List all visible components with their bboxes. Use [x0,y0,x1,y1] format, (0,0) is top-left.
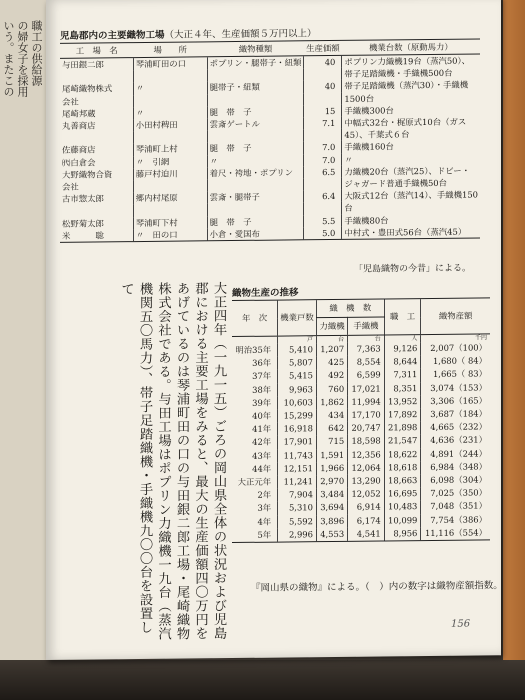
table-cell: 8,956 [384,527,421,541]
table-cell: 7.0 [304,141,342,154]
table2-header-value: 織物産額 [421,298,490,335]
table-cell: 尾崎織物株式 [62,83,113,95]
table-cell [207,178,304,191]
table-cell: 5,807 [278,356,317,370]
table-cell [133,131,207,144]
table-cell [304,202,342,215]
body-text: 大正四年（一九一五）ごろの岡山県全体の状況および児島郡における主要工場をみると、最大の生産価額四〇万円をあげているのは琴浦町田の口の与田銀二郎工場・尾崎織物株式会社である。与田工場はポプリン力織機一九台（蒸汽機関五〇馬力）、帯子足踏織機・手織機九〇〇台を設置して [118,281,226,641]
table-cell: 17,021 [348,382,385,396]
table-cell: 11,241 [278,475,317,489]
table-cell: 40 [304,80,342,93]
table-cell: 44年 [252,463,272,474]
table1-title: 児島郡内の主要織物工場（大正４年、生産価額５万円以上） [60,28,317,42]
table-cell: 15 [304,105,342,118]
table-cell: 琴浦町上村 [133,143,207,156]
table-cell: 11,116（554） [421,526,490,540]
table-cell: 642 [316,422,347,436]
table2-header-power-looms: 力織機 [316,317,347,335]
table-cell: 12,356 [348,448,385,462]
table-cell: 6.5 [304,166,342,179]
table2-header-year: 年 次 [232,300,278,336]
table-cell: 大阪式12台（蒸汽14）、手織機150 [342,189,480,203]
table-cell: 1,665（ 83） [421,368,490,382]
left-page-line: の婦女子を採用 [16,20,29,97]
table2-header-workers: 職 工 [384,299,421,335]
table-cell: ポプリン・腿帯子・紐類 [207,56,304,70]
table-cell: 1,207 [316,343,347,357]
table-cell: 12,151 [278,462,317,476]
table-cell: 3,687（184） [421,407,490,421]
table2-header-looms: 織 機 数 [316,299,384,318]
table-cell [133,70,207,83]
table-cell: 〃 田の口 [133,228,207,241]
table-cell: 中幅式32台・梶原式10台（ガス [342,115,480,129]
table-cell: 松野菊太郎 [62,218,104,229]
table1-source: 「児島織物の今昔」による。 [354,263,472,275]
table1-header-kind: 織物種類 [207,41,304,57]
table1-header-place: 場 所 [133,42,207,58]
book-page [46,0,501,660]
table-cell: 2年 [257,489,272,501]
table-cell: 台 [342,201,480,215]
table-cell: 18,622 [384,448,421,462]
table-cell: 5年 [232,528,278,542]
table-cell: 手織機160台 [342,140,480,154]
table-cell: 5.5 [304,215,342,228]
left-page-line: いう。またこの [2,20,15,97]
left-page [0,0,46,660]
table-row [232,526,490,542]
table-cell: 着尺・袴地・ポプリン [207,166,304,179]
table-cell: 20,747 [348,422,385,436]
table-cell: 21,898 [384,421,421,435]
table-cell: 雲斎・腿帯子 [207,191,304,204]
table2-source: 『岡山県の織物』による。（ ）内の数字は織物産額指数。 [251,580,503,594]
table-cell: 尾崎邦蔵 [62,108,96,119]
table-cell [60,70,133,83]
table-cell: 4,553 [316,528,347,542]
unit: 千円 [421,334,490,342]
table-cell: 6,984（348） [421,460,490,474]
left-page-line: 職工の供給源 [30,20,43,86]
table1-header-value: 生産価額 [304,40,342,55]
table-cell [304,129,342,142]
table-cell: 藤戸村迫川 [133,167,207,180]
table-cell: ポプリン力織機19台（蒸汽50）、 [342,54,480,68]
table-cell: 郷内村尾原 [133,192,207,205]
table-cell [60,131,133,144]
table-cell [207,203,304,216]
table-cell: 40年 [252,410,272,421]
table-cell: 1,862 [316,396,347,410]
table-cell: 4年 [257,516,272,527]
table-cell: 腿 帯 子 [207,105,304,118]
table-cell [304,93,342,106]
table2-body [232,334,490,543]
table-cell: 5,410 [278,343,317,357]
table-cell: 7,754（386） [421,513,490,527]
table-cell: 3,074（153） [421,381,490,395]
table-cell [207,93,304,106]
table-cell: 大野織物合資 [62,169,113,180]
table-cell [133,179,207,192]
table-cell: 9,963 [278,383,317,397]
table-cell: 5,592 [278,515,317,529]
table-cell: 4,541 [348,527,385,541]
table-cell: 7.0 [304,154,342,167]
table-cell: 11,743 [278,449,317,463]
table-cell: 6,599 [348,369,385,383]
table-cell: 〃 [133,106,207,119]
table-cell: 与田銀二郎 [62,59,104,70]
table-cell: 7,048（351） [421,500,490,514]
table-cell: 〃 [133,82,207,95]
table-cell: 古市惣太郎 [62,193,104,205]
table-cell: 〃 引網 [133,155,207,168]
table-cell [133,94,207,107]
table-cell: 琴浦町下村 [133,216,207,229]
table-cell [60,205,133,218]
table-cell [304,178,342,191]
table-cell: 〃 [342,152,480,166]
table-cell: 手織機80台 [342,213,480,227]
table-cell: 7,025（350） [421,487,490,501]
table-cell: 琴浦町田の口 [133,57,207,70]
table-cell: 40 [304,55,342,68]
table-cell: 雲斎ゲートル [207,117,304,130]
table-cell: 41年 [252,423,272,435]
table-cell: 〃 [207,154,304,167]
table-cell: 8,351 [384,382,421,396]
unit: 戸 [278,336,317,344]
table-cell: 17,892 [384,408,421,422]
table1-body [60,54,480,242]
table-cell: 36年 [252,357,272,369]
table-cell: 6,098（304） [421,473,490,487]
table-cell: 18,598 [348,435,385,449]
table-cell: ㈹白倉会 [62,157,96,168]
factory-table [60,38,480,242]
table-cell: 手織機300台 [342,103,480,117]
table-cell: 7,904 [278,488,317,502]
table-cell: 7,363 [348,342,385,356]
table-cell: 5,310 [278,502,317,516]
table-cell: 42年 [252,437,272,448]
table-cell: 3,484 [316,488,347,502]
table-cell: 12,052 [348,488,385,502]
table-cell: 13,952 [384,395,421,409]
table-cell: 3,896 [316,514,347,528]
table-cell [207,69,304,82]
table-cell: ジャガード普通手織機50台 [342,176,480,190]
table-cell: 1,966 [316,462,347,476]
unit: 人 [384,335,421,343]
table-cell: 3,306（165） [421,394,490,408]
table-cell: 17,901 [278,436,317,450]
table-cell: 3,694 [316,501,347,515]
table-cell [133,204,207,217]
table-cell: 8,644 [384,355,421,369]
table-cell: 15,299 [278,409,317,423]
table-cell: 8,554 [348,356,385,370]
book-cover-edge [503,0,525,700]
table-cell: 小田村稗田 [133,118,207,131]
table1-header-factory: 工 場 名 [60,43,133,59]
table-cell: 10,099 [384,514,421,528]
table-cell: 帯子足踏織機（蒸汽30）・手織機 [342,79,480,93]
table-cell: 760 [316,382,347,396]
table2-header-households: 機業戸数 [278,300,317,336]
table-cell: 43年 [252,450,272,461]
table-cell: 大正元年 [237,476,272,488]
table-cell: 腿帯子・紐類 [207,81,304,94]
table-cell: 37年 [252,371,272,382]
page-number: 156 [451,618,471,630]
table-cell: 2,007（100） [421,341,490,355]
table-cell: 434 [316,409,347,423]
table-cell: 425 [316,356,347,370]
unit: 台 [316,335,347,343]
table-cell: 腿 帯 子 [207,215,304,228]
table-cell: 6.4 [304,190,342,203]
table-cell: 715 [316,435,347,449]
production-table [232,297,490,543]
table-cell: 16,695 [384,487,421,501]
table-cell: 2,996 [278,528,317,542]
table-cell: 10,603 [278,396,317,410]
table-cell: 力織機20台（蒸汽25）、ドビー・ [342,164,480,178]
table2-header-hand-looms: 手織機 [348,317,385,335]
table-cell: 6,174 [348,514,385,528]
table-cell: 腿 帯 子 [207,142,304,155]
table-cell: 13,290 [348,474,385,488]
table-cell [304,68,342,81]
table-cell: 中村式・豊田式56台（蒸汽45） [342,225,480,239]
table-cell: 小倉・愛国布 [207,227,304,241]
table2-title: 織物生産の推移 [232,287,299,300]
table-cell: 帯子足踏織機・手織機500台 [342,67,480,81]
table-cell: 16,918 [278,422,317,436]
table-cell: 1500台 [342,91,480,105]
table-cell [207,130,304,143]
table-cell: 45）、千葉式６台 [342,128,480,142]
table-cell: 9,126 [384,342,421,356]
table-cell: 7,311 [384,368,421,382]
table-cell: 会社 [62,96,79,107]
table-cell: 39年 [252,397,272,408]
table-cell: 4,665（232） [421,421,490,435]
table-cell: 1,680（ 84） [421,355,490,369]
table-cell: 4,891（244） [421,447,490,461]
table-cell: 11,994 [348,395,385,409]
table-cell: 18,618 [384,461,421,475]
table-cell: 38年 [252,384,272,395]
table-cell: 6,914 [348,501,385,515]
table-cell: 12,064 [348,461,385,475]
table-cell: 丸善商店 [62,120,96,131]
table-cell: 10,483 [384,501,421,515]
table-cell: 4,636（231） [421,434,490,448]
table-cell: 17,170 [348,408,385,422]
table-cell: 明治35年 [235,344,272,356]
table-surface [0,660,525,700]
table-cell: 1,591 [316,448,347,462]
table-cell: 3年 [257,503,272,514]
table-cell: 5.0 [304,227,342,240]
table-cell: 492 [316,369,347,383]
table-cell: 米 聡 [60,229,133,242]
table-cell: 2,970 [316,475,347,489]
table-cell: 7.1 [304,117,342,130]
unit: 台 [348,335,385,343]
table1-header-looms: 機業台数（原動馬力） [342,39,480,55]
table-cell: 21,547 [384,434,421,448]
table-cell: 18,663 [384,474,421,488]
table-cell: 5,415 [278,370,317,384]
table-cell: 佐藤商店 [62,144,96,156]
table-cell: 会社 [62,181,79,192]
